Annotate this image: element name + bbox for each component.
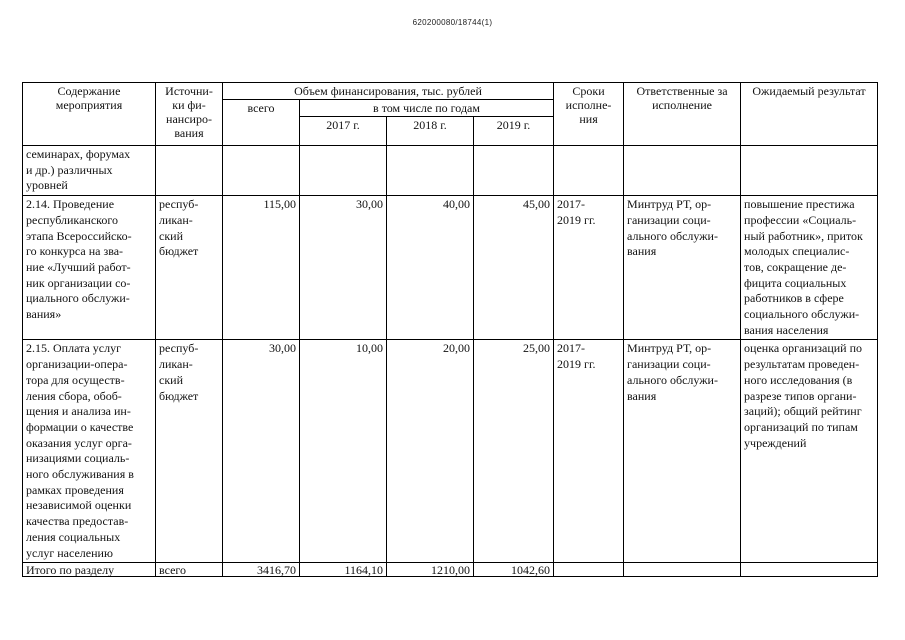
table-row — [23, 340, 878, 563]
cell-term: 2017- 2019 гг. — [554, 196, 624, 340]
cell-content: 2.15. Оплата услуг организации-опера- тора для осуществ- ления сбора, обоб- щения и анализа ин- формации о качестве оказания услуг орга- низациями социаль- ного обслуживания в рамках проведения независимой оценки качества предостав- ления социальных услуг населению — [23, 340, 156, 563]
total-sum: 3416,70 — [223, 563, 300, 577]
table-row — [23, 146, 878, 196]
cell-2017: 10,00 — [300, 340, 387, 563]
financing-table — [22, 82, 878, 577]
total-label: Итого по разделу — [23, 563, 156, 577]
cell-term: 2017- 2019 гг. — [554, 340, 624, 563]
cell-2018 — [387, 146, 474, 196]
cell-2019 — [474, 146, 554, 196]
cell-result: повышение престижа профессии «Социаль- ный работник», приток молодых специалис- тов, сокращение де- фицита социальных работников в сфере социального обслужи- вания населения — [741, 196, 878, 340]
cell-total — [223, 146, 300, 196]
cell-source: респуб- ликан- ский бюджет — [156, 196, 223, 340]
cell-result: оценка организаций по результатам проведен- ного исследования (в разрезе типов органи- заций); общий рейтинг организаций по типам учреждений — [741, 340, 878, 563]
header-by-years: в том числе по годам — [300, 100, 554, 117]
cell-source: респуб- ликан- ский бюджет — [156, 340, 223, 563]
total-term — [554, 563, 624, 577]
header-year-2019: 2019 г. — [474, 117, 554, 146]
header-total: всего — [223, 100, 300, 146]
header-row-1 — [23, 83, 878, 100]
cell-total: 30,00 — [223, 340, 300, 563]
cell-term — [554, 146, 624, 196]
total-responsible — [624, 563, 741, 577]
cell-result — [741, 146, 878, 196]
header-terms: Сроки исполне- ния — [554, 83, 624, 146]
cell-2018: 20,00 — [387, 340, 474, 563]
total-row — [23, 563, 878, 577]
header-year-2017: 2017 г. — [300, 117, 387, 146]
header-financing: Объем финансирования, тыс. рублей — [223, 83, 554, 100]
total-2018: 1210,00 — [387, 563, 474, 577]
cell-responsible: Минтруд РТ, ор- ганизации соци- ального обслужи- вания — [624, 340, 741, 563]
table-row — [23, 196, 878, 340]
document-id: 620200080/18744(1) — [412, 18, 493, 27]
cell-2019: 45,00 — [474, 196, 554, 340]
cell-source — [156, 146, 223, 196]
header-sources: Источни- ки фи- нансиро- вания — [156, 83, 223, 146]
cell-2019: 25,00 — [474, 340, 554, 563]
header-result: Ожидаемый результат — [741, 83, 878, 146]
total-result — [741, 563, 878, 577]
header-content: Содержание мероприятия — [23, 83, 156, 146]
cell-responsible: Минтруд РТ, ор- ганизации соци- ального обслужи- вания — [624, 196, 741, 340]
total-source: всего — [156, 563, 223, 577]
cell-2017 — [300, 146, 387, 196]
cell-responsible — [624, 146, 741, 196]
header-responsible: Ответственные за исполнение — [624, 83, 741, 146]
total-2017: 1164,10 — [300, 563, 387, 577]
cell-content: семинарах, форумах и др.) различных уровней — [23, 146, 156, 196]
cell-2018: 40,00 — [387, 196, 474, 340]
cell-content: 2.14. Проведение республиканского этапа Всероссийско- го конкурса на зва- ние «Лучший работ- ник организации со- циального обслужи- вания» — [23, 196, 156, 340]
header-year-2018: 2018 г. — [387, 117, 474, 146]
cell-total: 115,00 — [223, 196, 300, 340]
total-2019: 1042,60 — [474, 563, 554, 577]
cell-2017: 30,00 — [300, 196, 387, 340]
